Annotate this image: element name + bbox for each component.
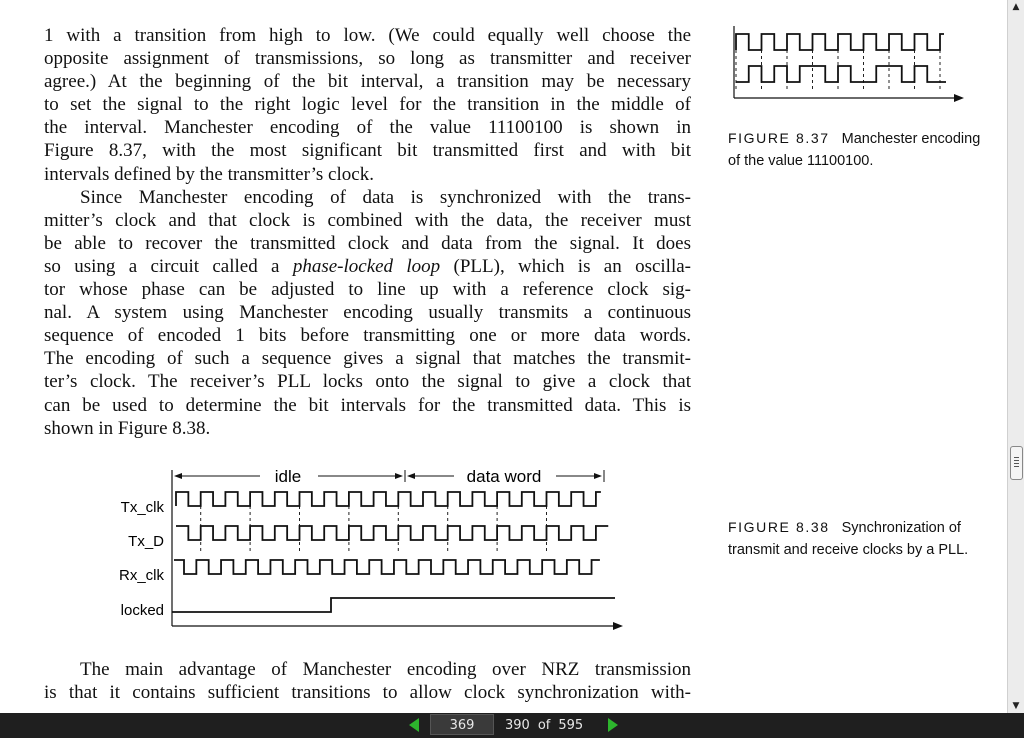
- text-line: the interval. Manchester encoding of the value 11100100 is shown in: [44, 117, 691, 139]
- scrollbar-thumb[interactable]: [1010, 446, 1023, 480]
- next-page-icon[interactable]: [608, 718, 618, 732]
- tx-clk-waveform: [176, 492, 601, 506]
- text-line: 1 with a transition from high to low. (We could equally well choose the: [44, 25, 691, 46]
- text-line: The main advantage of Manchester encoding over NRZ transmission: [80, 659, 691, 680]
- current-page-number: 390: [505, 718, 530, 733]
- figure-8-37-waveform: [730, 24, 970, 106]
- text-line: ter’s clock. The receiver’s PLL locks onto the signal to give a clock that: [44, 371, 691, 393]
- text-line: [44, 255, 691, 278]
- text-line: is that it contains sufficient transitions to allow clock synchronization with-: [44, 682, 691, 704]
- text-line: be able to recover the transmitted clock and data from the signal. It does: [44, 232, 691, 254]
- text-line: mitter’s clock and that clock is combined with the data, the receiver must: [44, 209, 691, 231]
- text-line: opposite assignment of transmissions, so long as transmitter and receiver: [44, 48, 691, 70]
- previous-page-icon[interactable]: [409, 718, 419, 732]
- text-line: shown in Figure 8.38.: [44, 417, 211, 439]
- text-fragment: so using a circuit called a: [44, 255, 293, 277]
- tx-d-waveform: [176, 526, 608, 540]
- signal-label-locked: locked: [120, 602, 164, 619]
- locked-waveform: [172, 598, 615, 612]
- figure-8-38-timing-diagram: [100, 462, 640, 640]
- figure-label: FIGURE 8.38: [728, 519, 830, 535]
- text-line: intervals defined by the transmitter’s clock.: [44, 163, 374, 185]
- body-text: [44, 24, 691, 440]
- arrow-left-icon: [407, 473, 415, 479]
- axis-arrow-icon: [613, 622, 623, 630]
- figure-8-38-caption: [728, 517, 988, 561]
- arrow-right-icon: [395, 473, 403, 479]
- caption-text: Synchronization of transmit and receive clocks by a PLL.: [728, 520, 969, 558]
- text-line: Figure 8.37, with the most significant bit transmitted first and with bit: [44, 140, 691, 162]
- text-line: tor whose phase can be adjusted to line up with a reference clock sig-: [44, 279, 691, 301]
- paragraph-3: [44, 658, 691, 704]
- idle-label: idle: [274, 467, 302, 486]
- arrow-right-icon: [594, 473, 602, 479]
- rx-clk-waveform: [174, 560, 600, 574]
- text-line: Since Manchester encoding of data is synchronized with the trans-: [80, 186, 691, 208]
- text-line: The encoding of such a sequence gives a signal that matches the transmit-: [44, 348, 691, 370]
- text-fragment: (PLL), which is an oscilla-: [440, 255, 692, 277]
- text-line: can be used to determine the bit intervals for the transmitted data. This is: [44, 394, 691, 416]
- text-line: sequence of encoded 1 bits before transmitting one or more data words.: [44, 325, 691, 347]
- page-navigation-toolbar: [0, 713, 1024, 738]
- scroll-up-icon[interactable]: ▲: [1012, 2, 1020, 12]
- of-label: of: [537, 718, 551, 733]
- scroll-down-icon[interactable]: ▼: [1012, 701, 1020, 711]
- data-waveform: [736, 66, 946, 82]
- page-indicator: [505, 713, 591, 738]
- signal-label-tx-clk: Tx_clk: [120, 499, 164, 516]
- clock-waveform: [736, 34, 944, 50]
- signal-label-rx-clk: Rx_clk: [118, 567, 164, 584]
- total-pages: 595: [558, 718, 584, 733]
- page-number-input[interactable]: 369: [430, 714, 494, 735]
- arrow-left-icon: [174, 473, 182, 479]
- signal-label-tx-d: Tx_D: [128, 533, 164, 550]
- axis-arrow-icon: [954, 94, 964, 102]
- paragraph-1: [44, 24, 691, 186]
- emphasis-term: phase-locked loop: [292, 255, 441, 277]
- text-line: to set the signal to the right logic level for the transition in the middle of: [44, 94, 691, 116]
- paragraph-2: [44, 186, 691, 440]
- text-line: nal. A system using Manchester encoding usually transmits a continuous: [44, 302, 691, 324]
- figure-label: FIGURE 8.37: [728, 130, 830, 146]
- data-word-label: data word: [466, 467, 542, 486]
- caption-text: Manchester encoding of the value 11100100.: [728, 131, 981, 169]
- vertical-scrollbar[interactable]: [1007, 0, 1024, 713]
- text-line: agree.) At the beginning of the bit interval, a transition may be necessary: [44, 71, 691, 93]
- figure-8-37-caption: [728, 128, 988, 172]
